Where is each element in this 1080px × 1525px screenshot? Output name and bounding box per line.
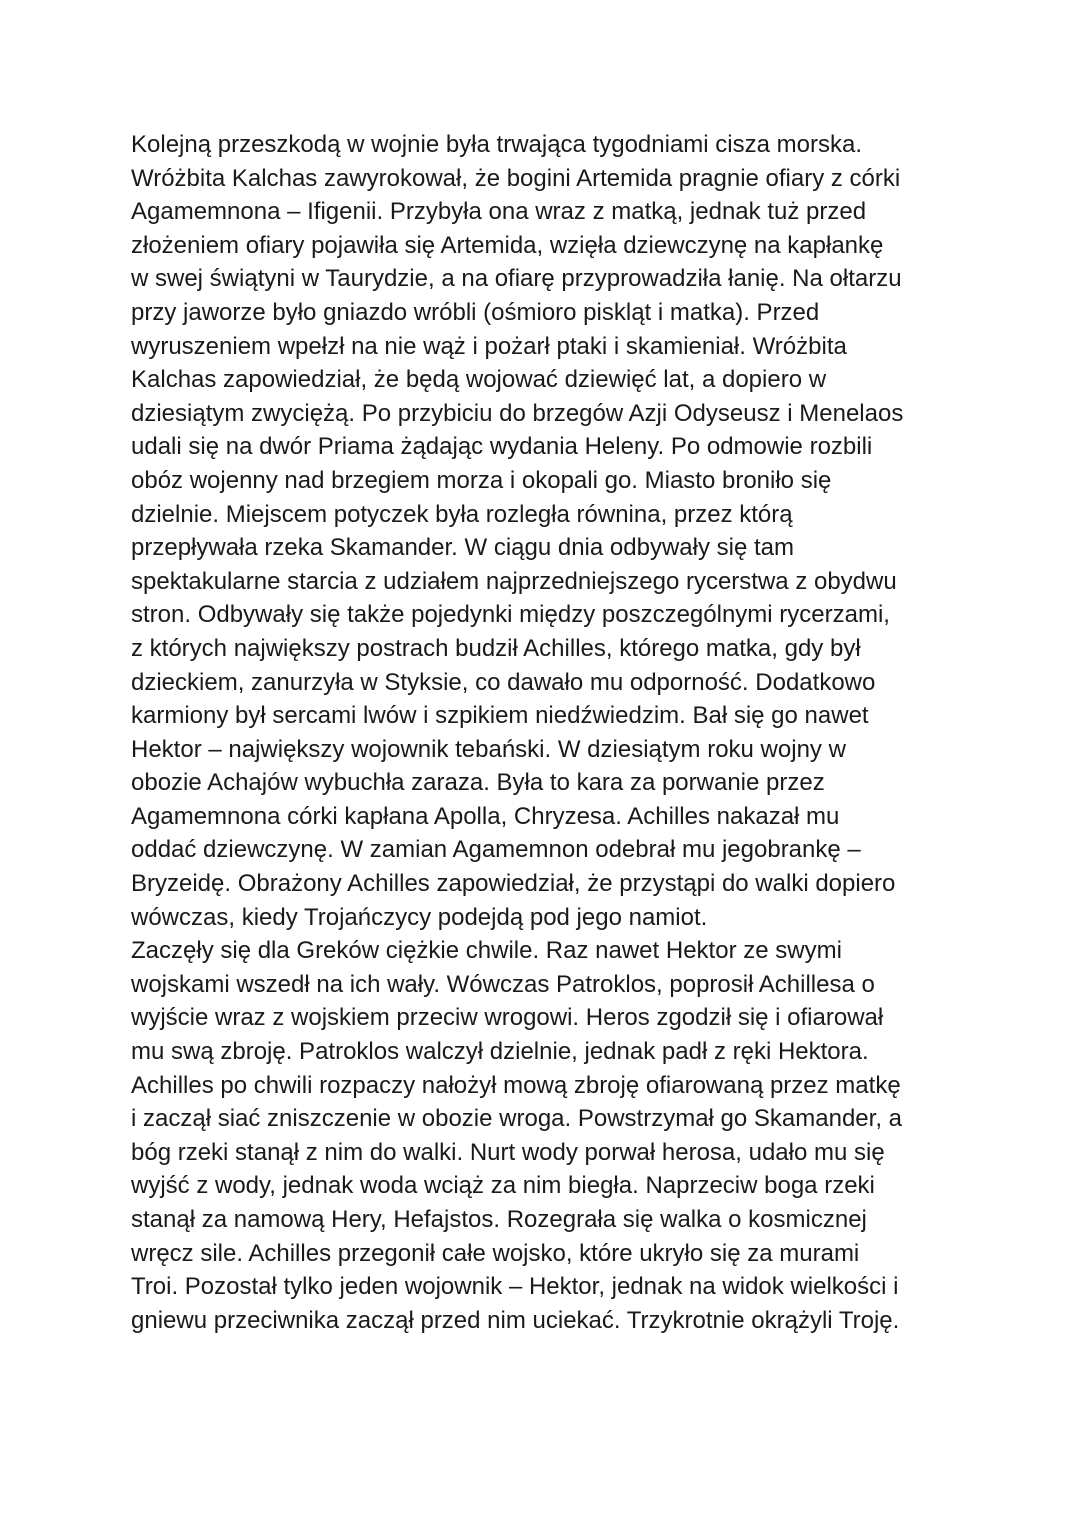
text-line: wyjście wraz z wojskiem przeciw wrogowi. Heros zgodził się i ofiarował [131,1004,884,1032]
text-line: wojskami wszedł na ich wały. Wówczas Patroklos, poprosił Achillesa o [131,970,875,998]
text-line: wyjść z wody, jednak woda wciąż za nim biegła. Naprzeciw boga rzeki [131,1172,875,1200]
text-line: Troi. Pozostał tylko jeden wojownik – Hektor, jednak na widok wielkości i [131,1273,899,1301]
text-line: dzieckiem, zanurzyła w Styksie, co dawało mu odporność. Dodatkowo [131,668,876,696]
text-line: udali się na dwór Priama żądając wydania Heleny. Po odmowie rozbili [131,433,873,461]
text-line: stron. Odbywały się także pojedynki między poszczególnymi rycerzami, [131,601,890,629]
text-line: Zaczęły się dla Greków ciężkie chwile. Raz nawet Hektor ze swymi [131,937,842,965]
text-line: przepływała rzeka Skamander. W ciągu dnia odbywały się tam [131,534,794,562]
text-line: dziesiątym zwyciężą. Po przybiciu do brzegów Azji Odyseusz i Menelaos [131,399,904,427]
text-line: mu swą zbroję. Patroklos walczył dzielnie, jednak padł z ręki Hektora. [131,1038,869,1066]
text-line: złożeniem ofiary pojawiła się Artemida, wzięła dziewczynę na kapłankę [131,231,884,259]
text-line: oddać dziewczynę. W zamian Agamemnon odebrał mu jegobrankę – [131,836,861,864]
text-line: Agamemnona córki kapłana Apolla, Chryzesa. Achilles nakazał mu [131,802,840,830]
text-line: Kalchas zapowiedział, że będą wojować dziewięć lat, a dopiero w [131,366,827,394]
document-body [131,128,1011,1337]
text-line: Wróżbita Kalchas zawyrokował, że bogini Artemida pragnie ofiary z córki [131,164,901,192]
text-line: Kolejną przeszkodą w wojnie była trwająca tygodniami cisza morska. [131,131,862,158]
text-line: dzielnie. Miejscem potyczek była rozległa równina, przez którą [131,500,793,528]
text-line: bóg rzeki stanął z nim do walki. Nurt wody porwał herosa, udało mu się [131,1138,885,1166]
text-line: spektakularne starcia z udziałem najprzedniejszego rycerstwa z obydwu [131,567,897,595]
text-line: Achilles po chwili rozpaczy nałożył mową zbroję ofiarowaną przez matkę [131,1071,901,1099]
text-line: przy jaworze było gniazdo wróbli (ośmioro piskląt i matka). Przed [131,298,820,326]
text-line: stanął za namową Hery, Hefajstos. Rozegrała się walka o kosmicznej [131,1206,867,1233]
text-line: z których największy postrach budził Achilles, którego matka, gdy był [131,634,861,662]
text-line: w swej świątyni w Taurydzie, a na ofiarę przyprowadziła łanię. Na ołtarzu [131,265,902,293]
text-line: wyruszeniem wpełzł na nie wąż i pożarł ptaki i skamieniał. Wróżbita [131,332,847,360]
text-line: karmiony był sercami lwów i szpikiem niedźwiedzim. Bał się go nawet [131,702,869,730]
text-line: obozie Achajów wybuchła zaraza. Była to kara za porwanie przez [131,769,825,797]
text-line: obóz wojenny nad brzegiem morza i okopali go. Miasto broniło się [131,466,832,494]
text-line: Hektor – największy wojownik tebański. W dziesiątym roku wojny w [131,735,846,763]
text-line: Agamemnona – Ifigenii. Przybyła ona wraz z matką, jednak tuż przed [131,198,867,226]
text-line: wręcz sile. Achilles przegonił całe wojsko, które ukryło się za murami [131,1239,860,1267]
text-line: wówczas, kiedy Trojańczycy podejdą pod jego namiot. [131,903,708,931]
text-line: Bryzeidę. Obrażony Achilles zapowiedział, że przystąpi do walki dopiero [131,870,896,898]
text-line: gniewu przeciwnika zaczął przed nim uciekać. Trzykrotnie okrążyli Troję. [131,1306,900,1334]
text-line: i zaczął siać zniszczenie w obozie wroga. Powstrzymał go Skamander, a [131,1105,902,1133]
